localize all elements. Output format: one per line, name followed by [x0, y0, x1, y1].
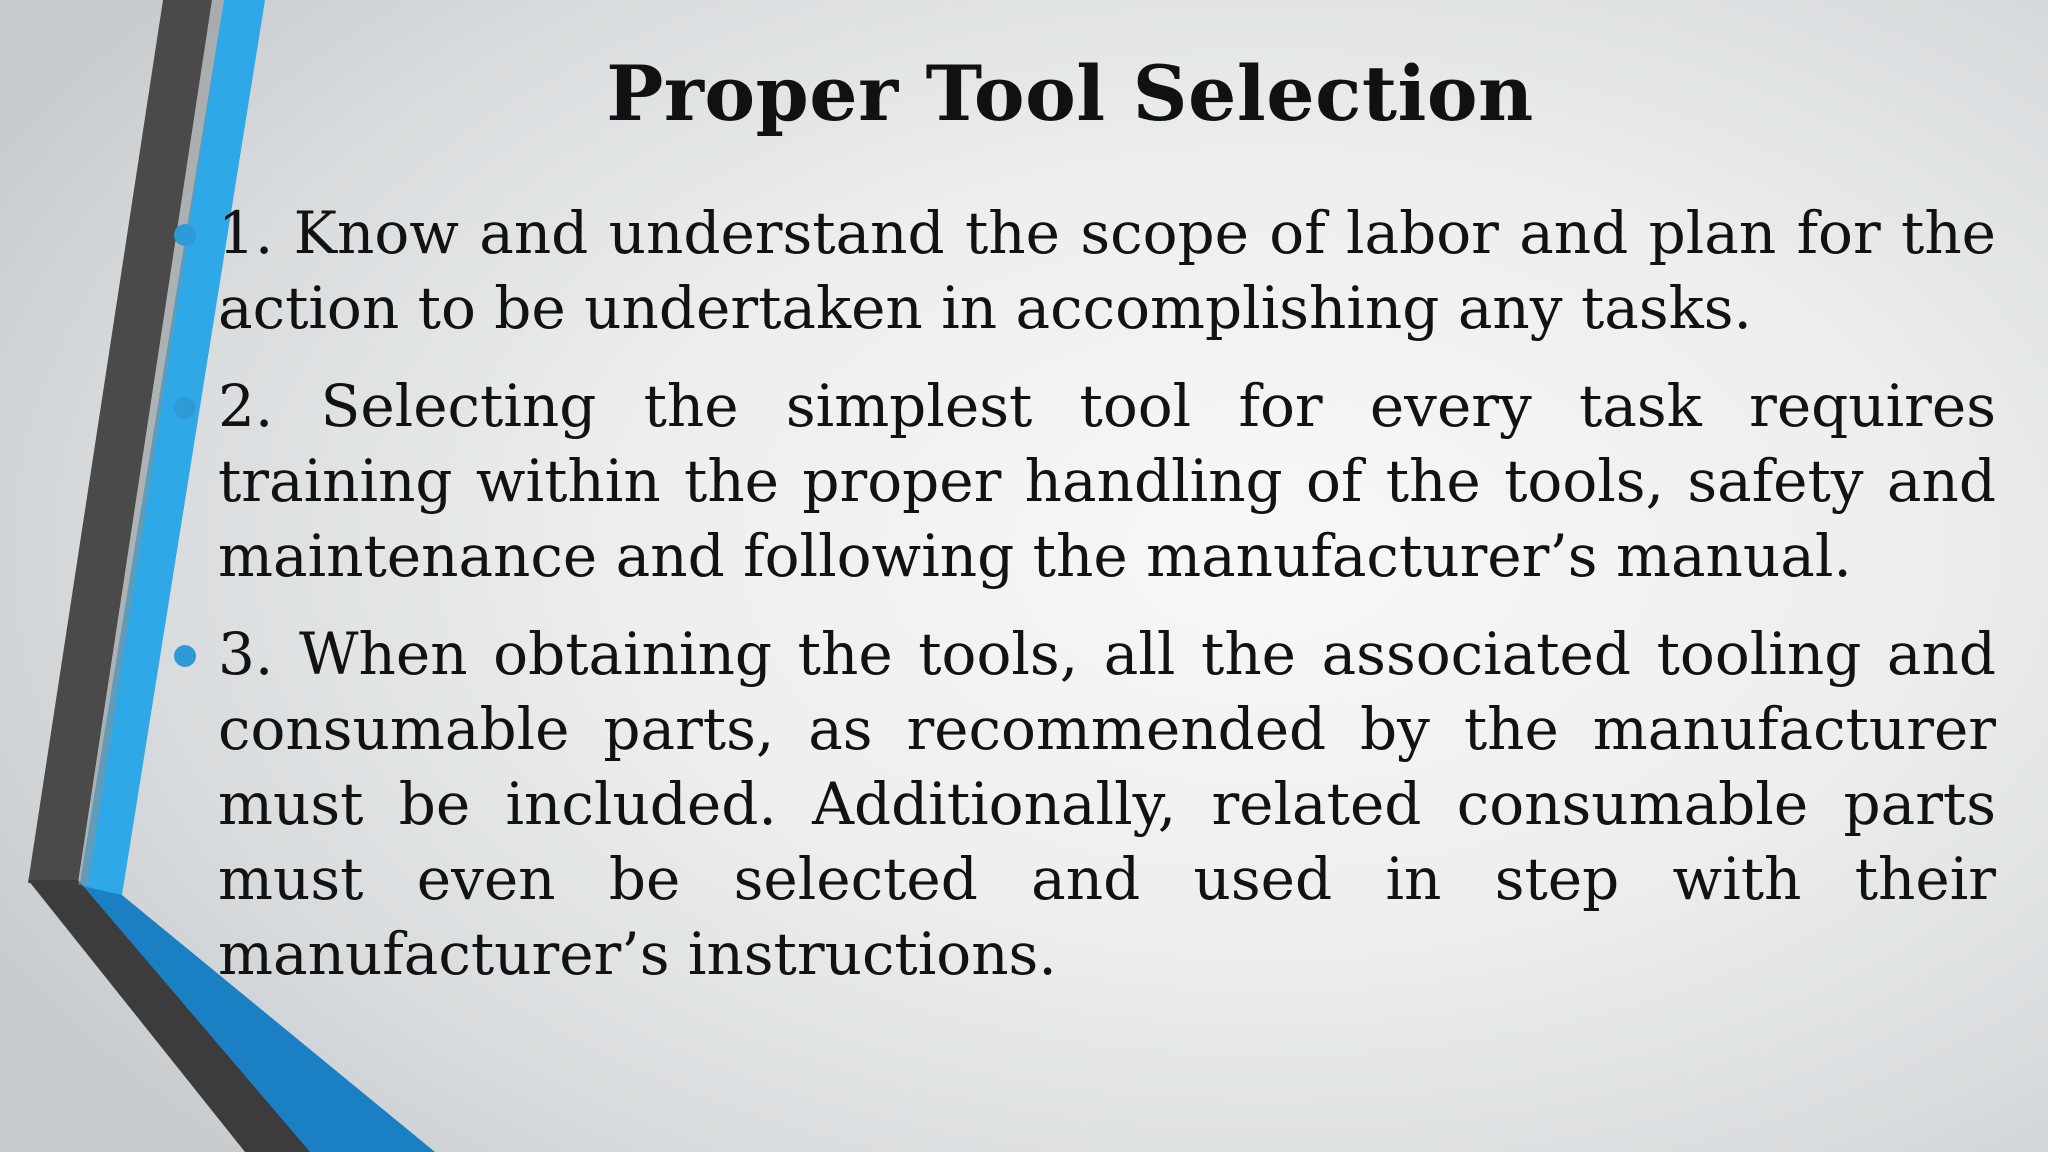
- bullet-dot-icon: [174, 645, 196, 667]
- bullet-text: 3. When obtaining the tools, all the associated tooling and consumable parts, as recommended by the manufacturer must be included. Additionally, related consumable parts must even be selected and used in step with their manufacturer’s instructions.: [218, 620, 1996, 988]
- bullet-text: 1. Know and understand the scope of labor and plan for the action to be undertaken in accomplishing any tasks.: [218, 199, 1996, 342]
- bullet-item-3: [162, 617, 1996, 992]
- bullet-dot-icon: [174, 224, 196, 246]
- bullet-list: [162, 196, 1996, 1015]
- bullet-item-1: [162, 196, 1996, 346]
- bullet-item-2: [162, 369, 1996, 594]
- bullet-text: 2. Selecting the simplest tool for every task requires training within the proper handling of the tools, safety and maintenance and following the manufacturer’s manual.: [218, 372, 1996, 590]
- bullet-dot-icon: [174, 397, 196, 419]
- slide-title: Proper Tool Selection: [606, 49, 1534, 138]
